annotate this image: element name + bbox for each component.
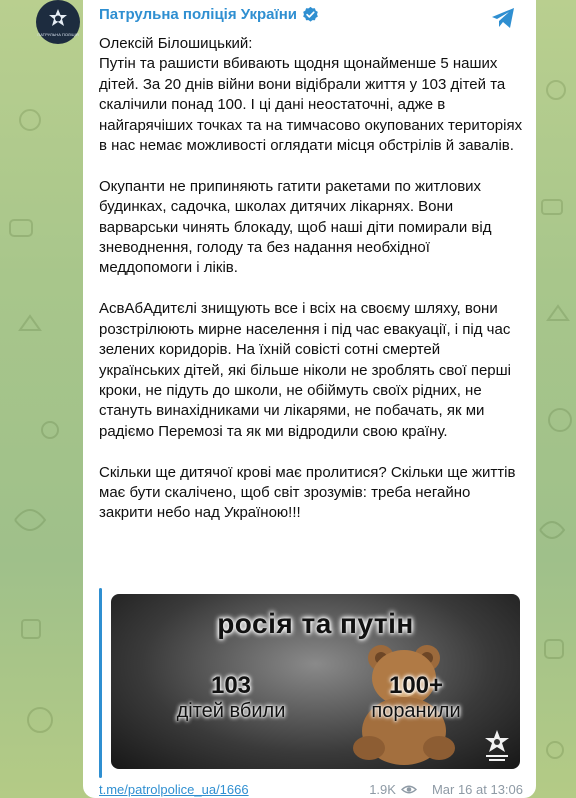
message-header — [99, 6, 319, 23]
police-logo-icon — [482, 729, 512, 763]
verified-check-icon — [302, 6, 319, 23]
message-footer — [99, 782, 523, 798]
media-preview — [99, 588, 523, 772]
telegram-share-icon[interactable] — [490, 6, 516, 30]
stat-killed — [161, 672, 301, 723]
channel-name[interactable]: Патрульна поліція України — [99, 6, 298, 23]
post-link[interactable]: t.me/patrolpolice_ua/1666 — [99, 782, 249, 797]
media-accent-bar — [99, 588, 102, 778]
message-card — [83, 0, 536, 798]
message-meta — [369, 782, 523, 797]
media-title: росія та путін — [217, 608, 414, 639]
media-image[interactable] — [111, 594, 520, 769]
stat-injured-number: 100+ — [388, 672, 444, 699]
channel-avatar[interactable] — [36, 0, 80, 44]
post-date: Mar 16 at 13:06 — [431, 782, 523, 797]
stat-killed-label: дітей вбили — [176, 700, 286, 722]
police-badge-icon — [47, 8, 69, 32]
stat-injured — [361, 672, 471, 723]
view-count: 1.9K — [369, 782, 396, 797]
avatar-caption: ПАТРУЛЬНА ПОЛІЦІЯ — [37, 31, 79, 37]
message-text: Олексій Білошицький: Путін та рашисти вбивають щодня щонайменше 5 наших дітей. За 20 днів війни вони відібрали життя у 103 дітей та скалічили понад 100. І ці дані неостаточні, адже в найгарячіших точках та на тимчасово окупованих територіях в нас немає можливості оглядати місця обстрілів й завалів. Окупанти не припиняють гатити ракетами по житлових будинках, садочка, школах дитячих лікарнях. Вони варварськи чинять блокаду, щоб наші діти помирали від зневоднення, голоду та без надання необхідної меддопомоги і ліків. АсвАбАдитєлі знищують все і всіх на своєму шляху, вони розстрілюють мирне населення і під час евакуації, і під час зелених коридорів. На їхній совісті сотні смертей українських дітей, які більше ніколи не зроблять свої перші кроки, не підуть до школи, не обіймуть своїх рідних, не стануть винахідниками чи лікарями, не побачать, як ми радіємо Перемозі та як ми відродили свою країну. Скільки ще дитячої крові має пролитися? Скільки ще життів має бути скалічено, щоб світ зрозумів: треба негайно закрити небо над Україною!!! — [99, 35, 523, 522]
eye-icon — [401, 784, 417, 795]
stat-injured-label: поранили — [371, 700, 461, 722]
stat-killed-number: 103 — [210, 672, 252, 699]
